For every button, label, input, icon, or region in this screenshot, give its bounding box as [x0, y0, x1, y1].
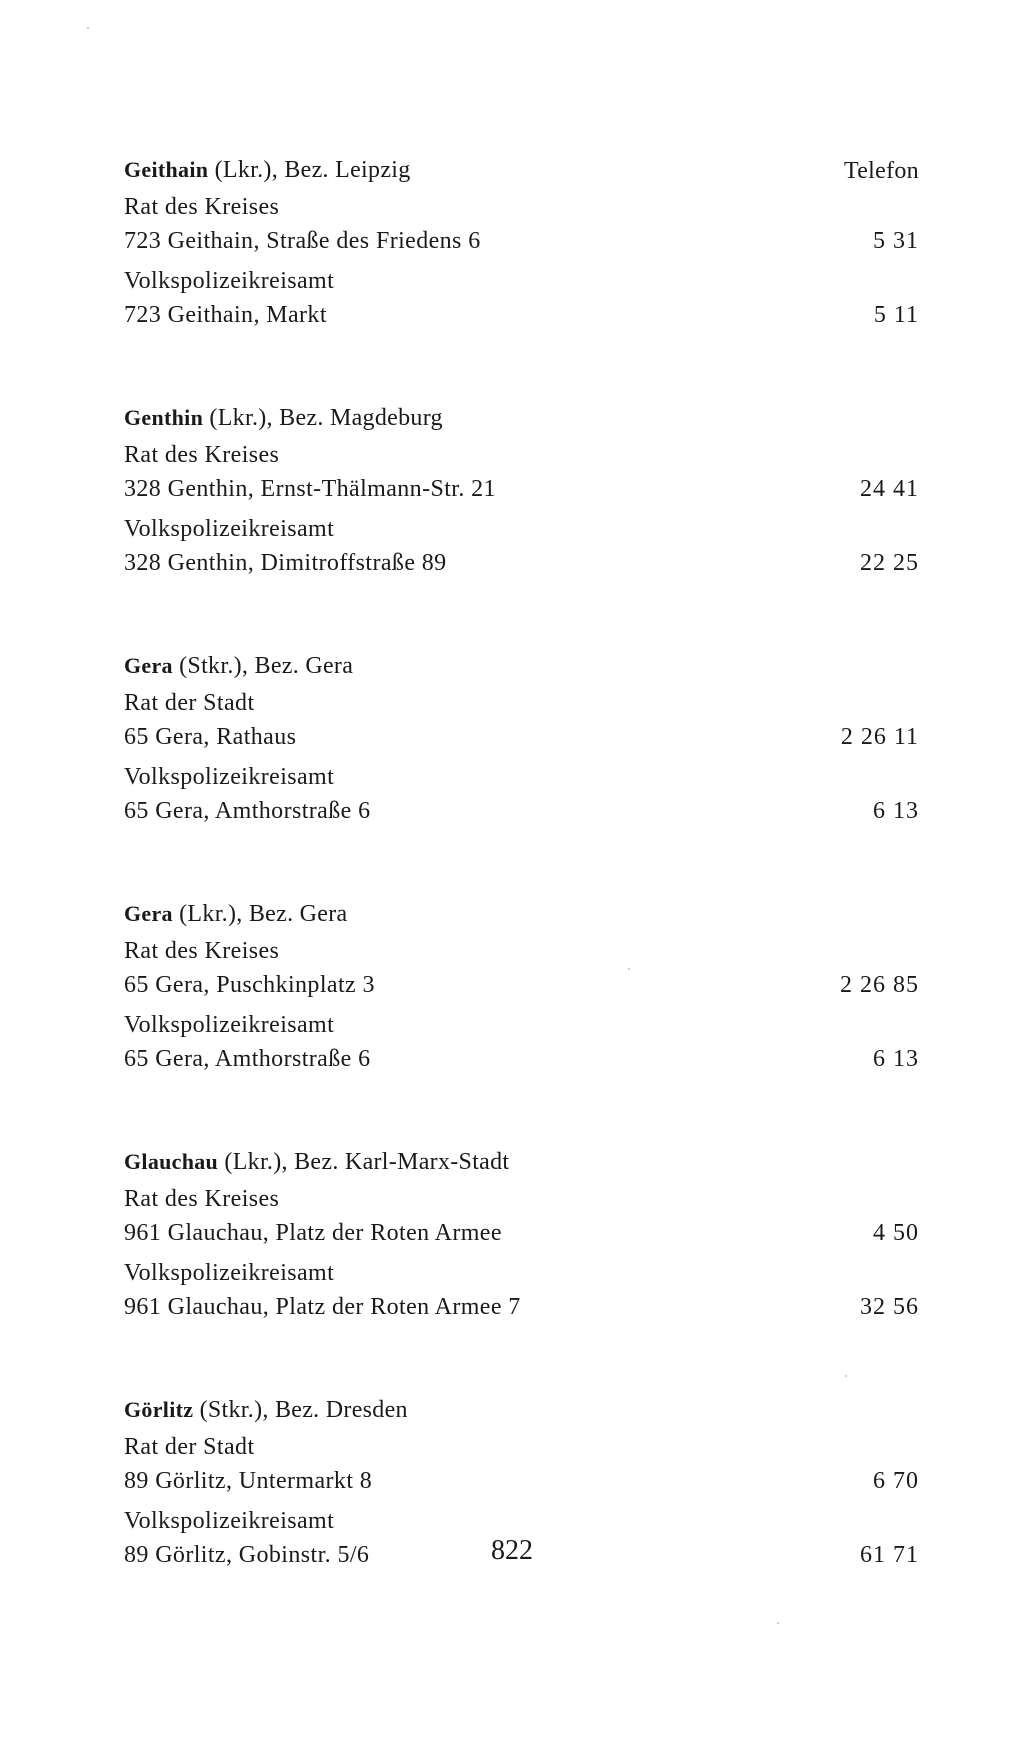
office-address-row	[124, 1042, 919, 1082]
office-address: 328 Genthin, Dimitroffstraße 89	[124, 550, 447, 576]
office-name: Volkspolizeikreisamt	[124, 268, 335, 294]
office-address-row	[124, 298, 919, 338]
office-address-row	[124, 794, 919, 834]
office-address: 723 Geithain, Markt	[124, 302, 327, 328]
place-name: Glauchau	[124, 1149, 219, 1174]
scan-speck	[777, 1622, 779, 1624]
office-block	[124, 264, 919, 338]
office-block	[124, 190, 919, 264]
office-name: Volkspolizeikreisamt	[124, 1260, 335, 1286]
office-address: 961 Glauchau, Platz der Roten Armee	[124, 1220, 502, 1246]
office-name: Rat des Kreises	[124, 1186, 280, 1212]
place-suffix: (Stkr.), Bez. Gera	[172, 653, 354, 679]
scan-speck	[628, 968, 630, 970]
directory-page	[124, 150, 919, 1638]
directory-entry	[124, 1142, 919, 1330]
entry-title	[124, 398, 919, 438]
office-address: 65 Gera, Amthorstraße 6	[124, 798, 371, 824]
office-name: Volkspolizeikreisamt	[124, 764, 335, 790]
office-name: Rat der Stadt	[124, 690, 255, 716]
scan-speck	[87, 27, 89, 29]
office-name: Volkspolizeikreisamt	[124, 1508, 335, 1534]
office-address: 961 Glauchau, Platz der Roten Armee 7	[124, 1294, 521, 1320]
office-phone: 61 71	[860, 1542, 919, 1568]
office-block	[124, 1182, 919, 1256]
office-phone: 6 13	[873, 798, 919, 824]
office-phone: 22 25	[860, 550, 919, 576]
directory-entry	[124, 894, 919, 1082]
office-address: 89 Görlitz, Gobinstr. 5/6	[124, 1542, 370, 1568]
office-phone: 5 31	[873, 228, 919, 254]
entry-title	[124, 646, 919, 686]
office-address-row	[124, 472, 919, 512]
office-block	[124, 1256, 919, 1330]
office-address-row	[124, 546, 919, 586]
office-phone: 32 56	[860, 1294, 919, 1320]
directory-entry	[124, 398, 919, 586]
office-address-row	[124, 1290, 919, 1330]
office-block	[124, 686, 919, 760]
office-phone: 5 11	[873, 302, 919, 328]
office-address: 89 Görlitz, Untermarkt 8	[124, 1468, 373, 1494]
entry-title	[124, 894, 919, 934]
office-address: 65 Gera, Rathaus	[124, 724, 297, 750]
place-name: Genthin	[124, 405, 204, 430]
place-suffix: (Lkr.), Bez. Leipzig	[208, 157, 411, 183]
office-block	[124, 934, 919, 1008]
place-suffix: (Lkr.), Bez. Gera	[172, 901, 348, 927]
office-phone: 4 50	[873, 1220, 919, 1246]
place-suffix: (Lkr.), Bez. Karl-Marx-Stadt	[218, 1149, 510, 1175]
office-address-row	[124, 1216, 919, 1256]
office-name: Volkspolizeikreisamt	[124, 1012, 335, 1038]
office-address: 65 Gera, Amthorstraße 6	[124, 1046, 371, 1072]
entry-title	[124, 1142, 919, 1182]
directory-entry	[124, 646, 919, 834]
scan-speck	[845, 1375, 847, 1377]
office-block	[124, 1008, 919, 1082]
office-name: Volkspolizeikreisamt	[124, 516, 335, 542]
office-block	[124, 512, 919, 586]
office-name: Rat des Kreises	[124, 442, 280, 468]
entry-title	[124, 1390, 919, 1430]
office-address-row	[124, 1464, 919, 1504]
telefon-column-label: Telefon	[843, 158, 919, 184]
place-name: Geithain	[124, 157, 209, 182]
office-phone: 2 26 11	[840, 724, 919, 750]
place-name: Gera	[124, 653, 173, 678]
office-address: 65 Gera, Puschkinplatz 3	[124, 972, 375, 998]
place-name: Görlitz	[124, 1397, 194, 1422]
directory-entry	[124, 150, 919, 338]
office-address-row	[124, 224, 919, 264]
office-address-row	[124, 968, 919, 1008]
entry-title	[124, 150, 919, 190]
office-address-row	[124, 720, 919, 760]
place-suffix: (Lkr.), Bez. Magdeburg	[203, 405, 443, 431]
office-block	[124, 760, 919, 834]
office-phone: 24 41	[860, 476, 919, 502]
office-block	[124, 1430, 919, 1504]
office-phone: 6 13	[873, 1046, 919, 1072]
office-phone: 6 70	[873, 1468, 919, 1494]
entry-header	[124, 150, 919, 190]
office-address: 723 Geithain, Straße des Friedens 6	[124, 228, 481, 254]
office-phone: 2 26 85	[840, 972, 919, 998]
place-name: Gera	[124, 901, 173, 926]
page-number: 822	[491, 1535, 533, 1566]
office-name: Rat des Kreises	[124, 938, 280, 964]
place-suffix: (Stkr.), Bez. Dresden	[193, 1397, 408, 1423]
office-block	[124, 438, 919, 512]
office-name: Rat des Kreises	[124, 194, 280, 220]
office-name: Rat der Stadt	[124, 1434, 255, 1460]
office-address: 328 Genthin, Ernst-Thälmann-Str. 21	[124, 476, 496, 502]
